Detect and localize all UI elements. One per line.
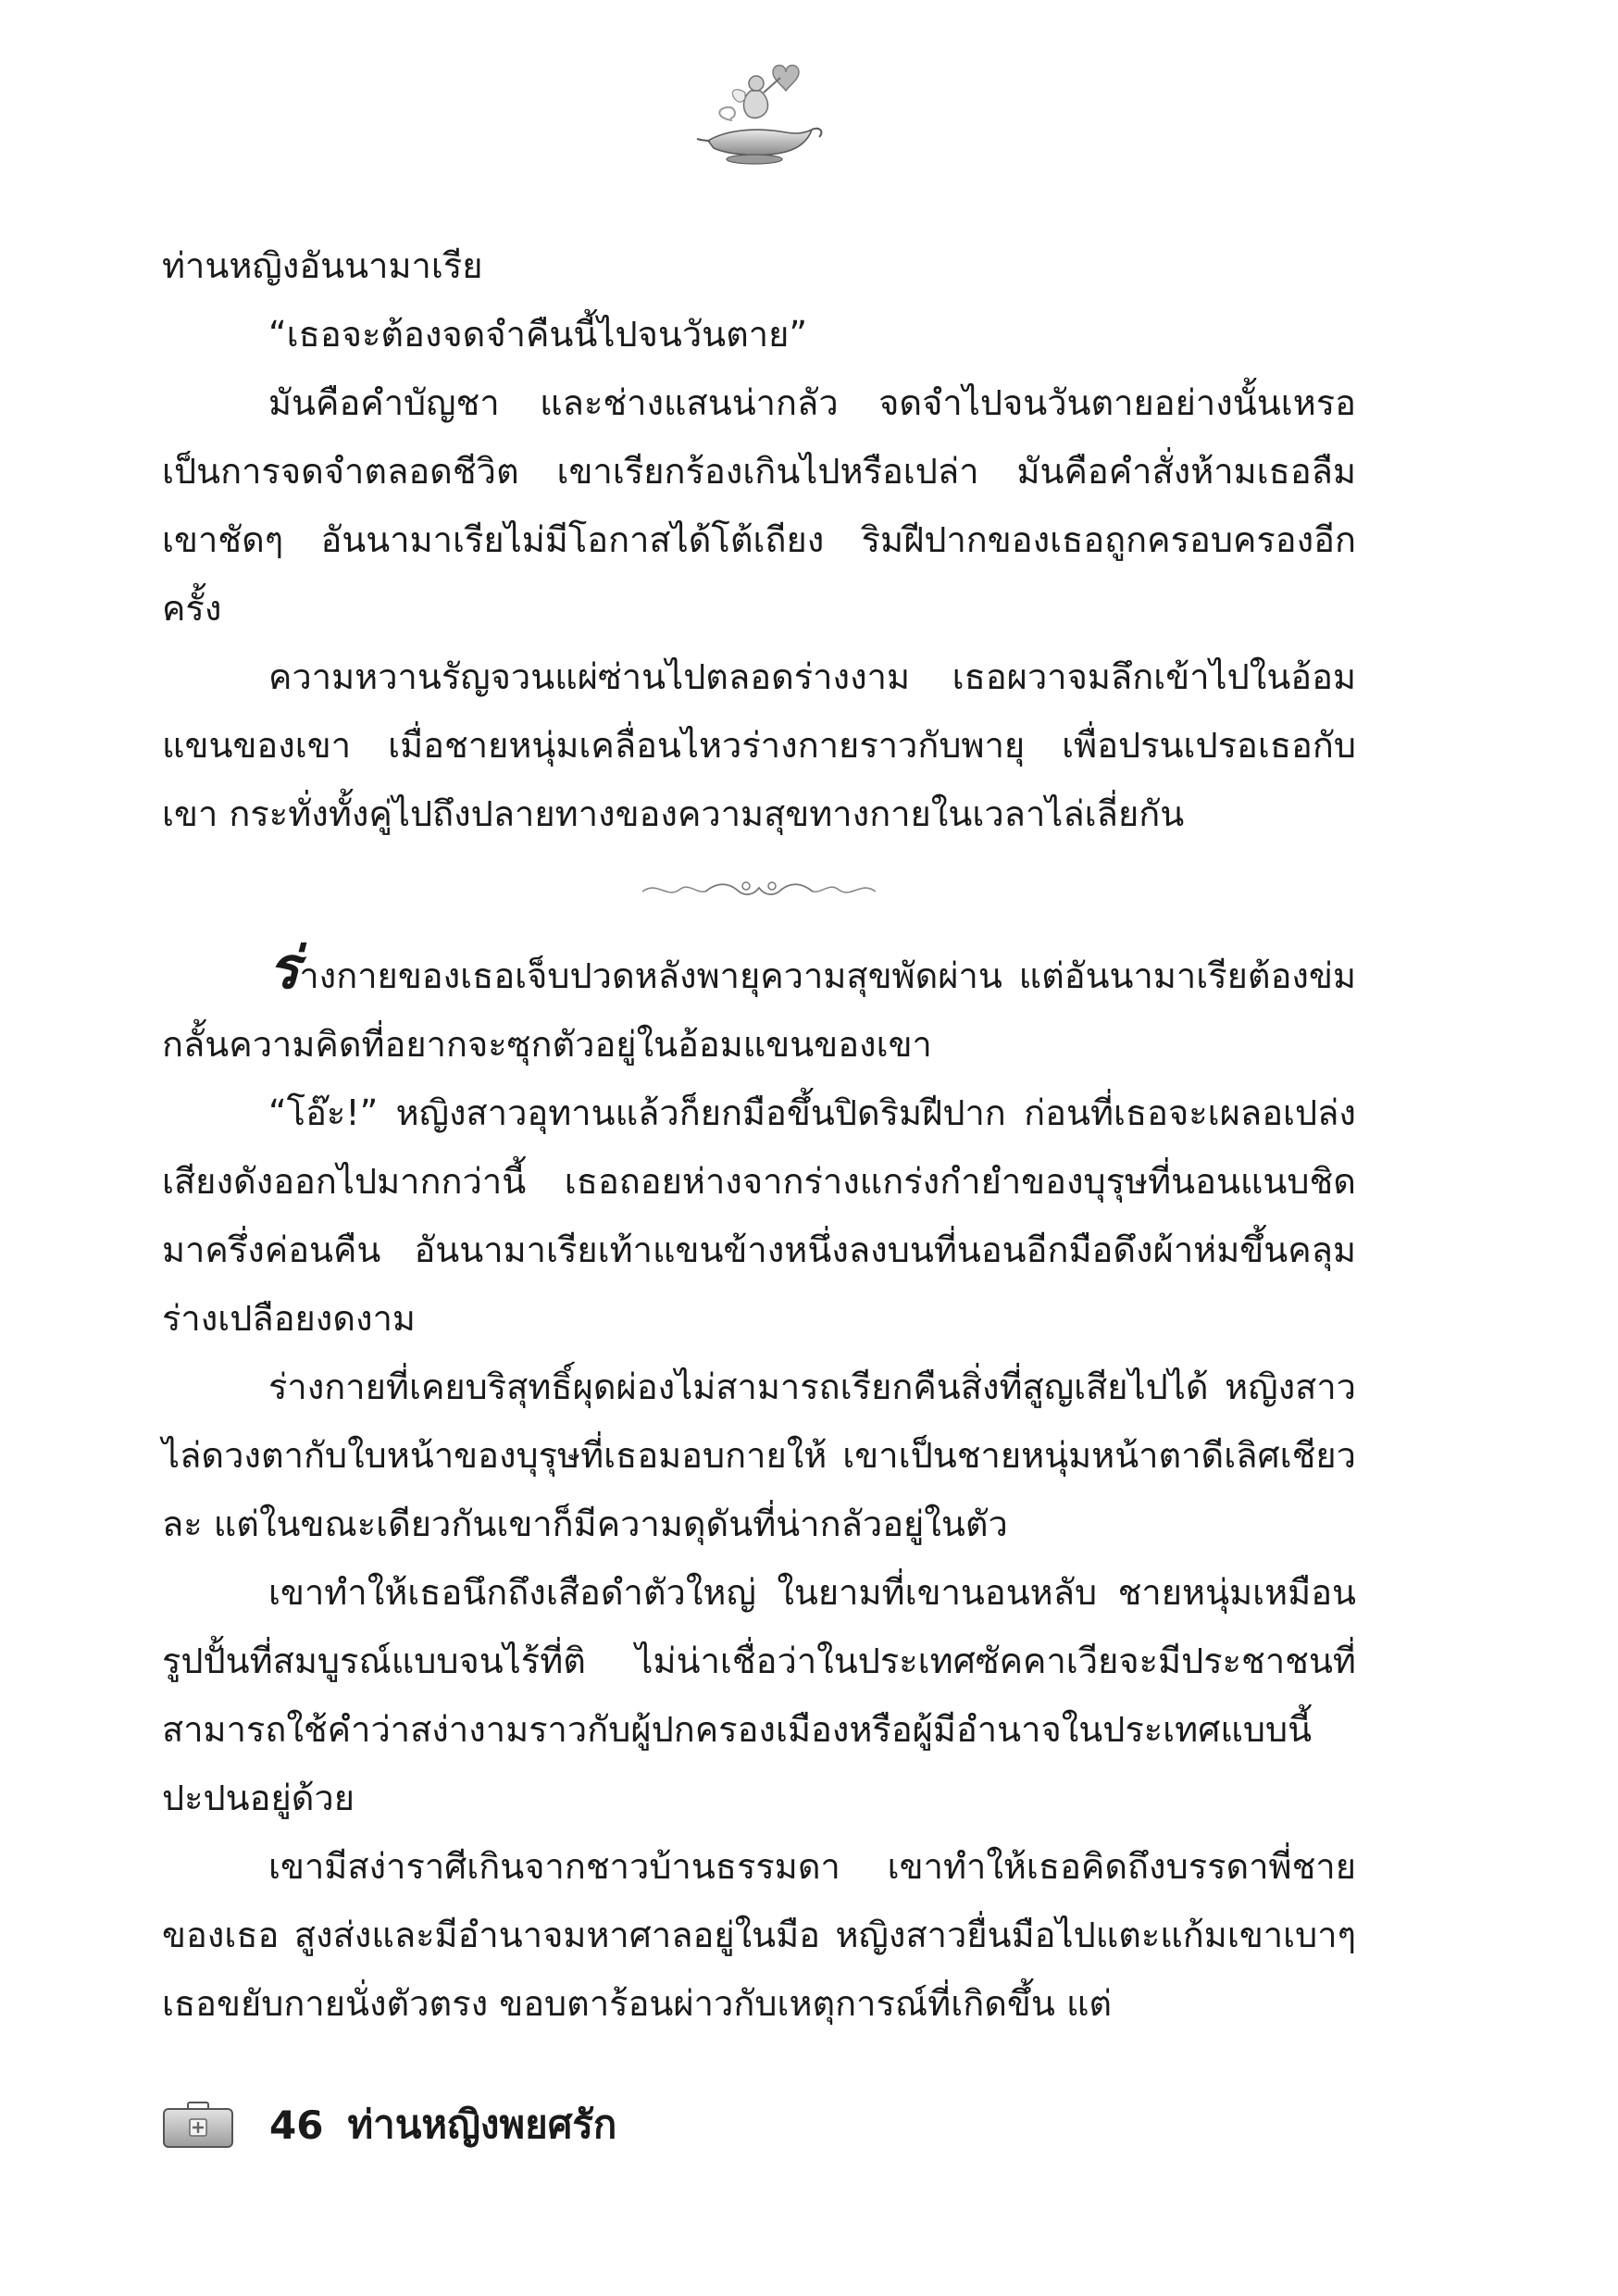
cupid-lamp-ornament-icon xyxy=(690,56,828,167)
medical-kit-icon xyxy=(162,2101,234,2149)
page-footer xyxy=(162,2097,616,2152)
dropcap-paragraph xyxy=(162,934,1356,1079)
section-divider xyxy=(162,857,1356,922)
paragraph: ร่างกายที่เคยบริสุทธิ์ผุดผ่องไม่สามารถเรียกคืนสิ่งที่สูญเสียไปได้ หญิงสาวไล่ดวงตากับใบหน้าของบุรุษที่เธอมอบกายให้ เขาเป็นชายหนุ่มหน้าตาดีเลิศเชียวละ แต่ในขณะเดียวกันเขาก็มีความดุดันที่น่ากลัวอยู่ในตัว xyxy=(162,1366,1356,1544)
paragraph: เขาทำให้เธอนึกถึงเสือดำตัวใหญ่ ในยามที่เขานอนหลับ ชายหนุ่มเหมือนรูปปั้นที่สมบูรณ์แบบจนไร้ที่ติ ไม่น่าเชื่อว่าในประเทศซัคคาเวียจะมีประชาชนที่สามารถใช้คำว่าสง่างามราวกับผู้ปกครองเมืองหรือผู้มีอำนาจในประเทศแบบนี้ปะปนอยู่ด้วย xyxy=(162,1572,1356,1818)
paragraph: มันคือคำบัญชา และช่างแสนน่ากลัว จดจำไปจนวันตายอย่างนั้นเหรอ เป็นการจดจำตลอดชีวิต เขาเรียกร้องเกินไปหรือเปล่า มันคือคำสั่งห้ามเธอลืมเขาชัดๆ อันนามาเรียไม่มีโอกาสได้โต้เถียง ริมฝีปากของเธอถูกครอบครองอีกครั้ง xyxy=(162,382,1356,629)
paragraphs-before xyxy=(162,231,1356,848)
paragraph: ความหวานรัญจวนแผ่ซ่านไปตลอดร่างงาม เธอผวาจมลึกเข้าไปในอ้อมแขนของเขา เมื่อชายหนุ่มเคลื่อนไหวร่างกายราวกับพายุ เพื่อปรนเปรอเธอกับเขา กระทั่งทั้งคู่ไปถึงปลายทางของความสุขทางกายในเวลาไล่เลี่ยกัน xyxy=(162,656,1356,834)
book-title: ท่านหญิงพยศรัก xyxy=(347,2102,617,2147)
paragraph: “โอ๊ะ!” หญิงสาวอุทานแล้วก็ยกมือขึ้นปิดริมฝีปาก ก่อนที่เธอจะเผลอเปล่งเสียงดังออกไปมากกว่านี้ เธอถอยห่างจากร่างแกร่งกำยำของบุรุษที่นอนแนบชิดมาครึ่งค่อนคืน อันนามาเรียเท้าแขนข้างหนึ่งลงบนที่นอนอีกมือดึงผ้าห่มขึ้นคลุมร่างเปลือยงดงาม xyxy=(162,1092,1356,1339)
paragraphs-after xyxy=(162,1079,1356,2038)
paragraph: “เธอจะต้องจดจำคืนนี้ไปจนวันตาย” xyxy=(268,314,808,355)
dropcap-letter: ร่ xyxy=(268,934,300,1002)
body-text xyxy=(162,231,1356,2038)
dropcap-paragraph-text: างกายของเธอเจ็บปวดหลังพายุความสุขพัดผ่าน แต่อันนามาเรียต้องข่มกลั้นความคิดที่อยากจะซุกตัวอยู่ในอ้อมแขนของเขา xyxy=(162,955,1356,1065)
paragraph: ท่านหญิงอันนามาเรีย xyxy=(162,245,483,286)
flourish-divider-icon xyxy=(639,871,879,908)
page-number: 46 xyxy=(269,2102,324,2148)
paragraph: เขามีสง่าราศีเกินจากชาวบ้านธรรมดา เขาทำให้เธอคิดถึงบรรดาพี่ชายของเธอ สูงส่งและมีอำนาจมหาศาลอยู่ในมือ หญิงสาวยื่นมือไปแตะแก้มเขาเบาๆ เธอขยับกายนั่งตัวตรง ขอบตาร้อนผ่าวกับเหตุการณ์ที่เกิดขึ้น แต่ xyxy=(162,1846,1356,2024)
